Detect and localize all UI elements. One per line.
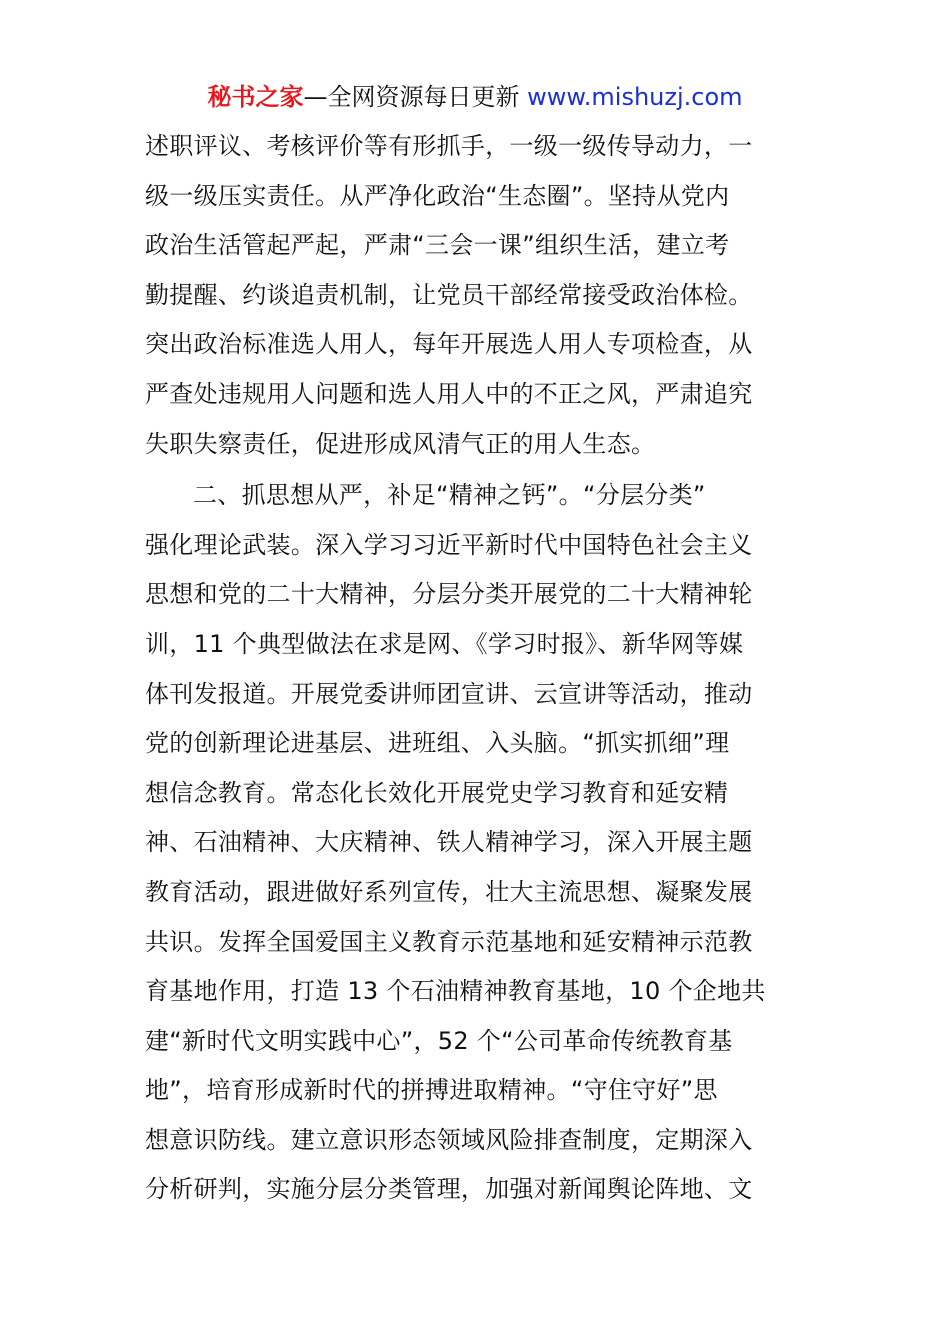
site-url-link[interactable]: www.mishuzj.com [527,83,743,111]
text-line: 级一级压实责任。从严净化政治“生态圈”。坚持从党内 [145,181,730,210]
text-line: 想意识防线。建立意识形态领域风险排查制度，定期深入 [145,1125,753,1154]
text-line: 述职评议、考核评价等有形抓手，一级一级传导动力，一 [145,132,753,160]
site-brand: 秘书之家 [207,83,304,111]
text-line: 严查处违规用人问题和选人用人中的不正之风，严肃追究 [145,379,753,408]
section-heading-line: 二、抓思想从严，补足“精神之钙”。“分层分类” [193,481,706,510]
text-line: 地”，培育形成新时代的拼搏进取精神。“守住守好”思 [145,1076,718,1105]
text-line: 想信念教育。常态化长效化开展党史学习教育和延安精 [145,778,729,807]
text-line: 育基地作用，打造 13 个石油精神教育基地，10 个企地共 [145,977,766,1006]
text-line: 强化理论武装。深入学习习近平新时代中国特色社会主义 [145,530,753,559]
paragraph-2 [145,471,825,1215]
text-line: 勤提醒、约谈追责机制，让党员干部经常接受政治体检。 [145,280,753,309]
text-line: 建“新时代文明实践中心”，52 个“公司革命传统教育基 [145,1026,733,1055]
text-line: 思想和党的二十大精神，分层分类开展党的二十大精神轮 [145,580,753,609]
text-line: 失职失察责任，促进形成风清气正的用人生态。 [145,429,656,458]
text-line: 体刊发报道。开展党委讲师团宣讲、云宣讲等活动，推动 [145,679,753,708]
text-line: 教育活动，跟进做好系列宣传，壮大主流思想、凝聚发展 [145,877,753,906]
site-header [0,80,950,114]
document-body [145,122,825,1215]
text-line: 训，11 个典型做法在求是网、《学习时报》、新华网等媒 [145,629,744,658]
site-tagline: —全网资源每日更新 [303,83,520,111]
text-line: 分析研判，实施分层分类管理，加强对新闻舆论阵地、文 [145,1175,753,1204]
paragraph-1 [145,122,825,469]
text-line: 政治生活管起严起，严肃“三会一课”组织生活，建立考 [145,231,730,260]
text-line: 党的创新理论进基层、进班组、入头脑。“抓实抓细”理 [145,729,730,758]
text-line: 共识。发挥全国爱国主义教育示范基地和延安精神示范教 [145,927,753,956]
text-line: 突出政治标准选人用人，每年开展选人用人专项检查，从 [145,330,753,359]
text-line: 神、石油精神、大庆精神、铁人精神学习，深入开展主题 [145,828,753,857]
